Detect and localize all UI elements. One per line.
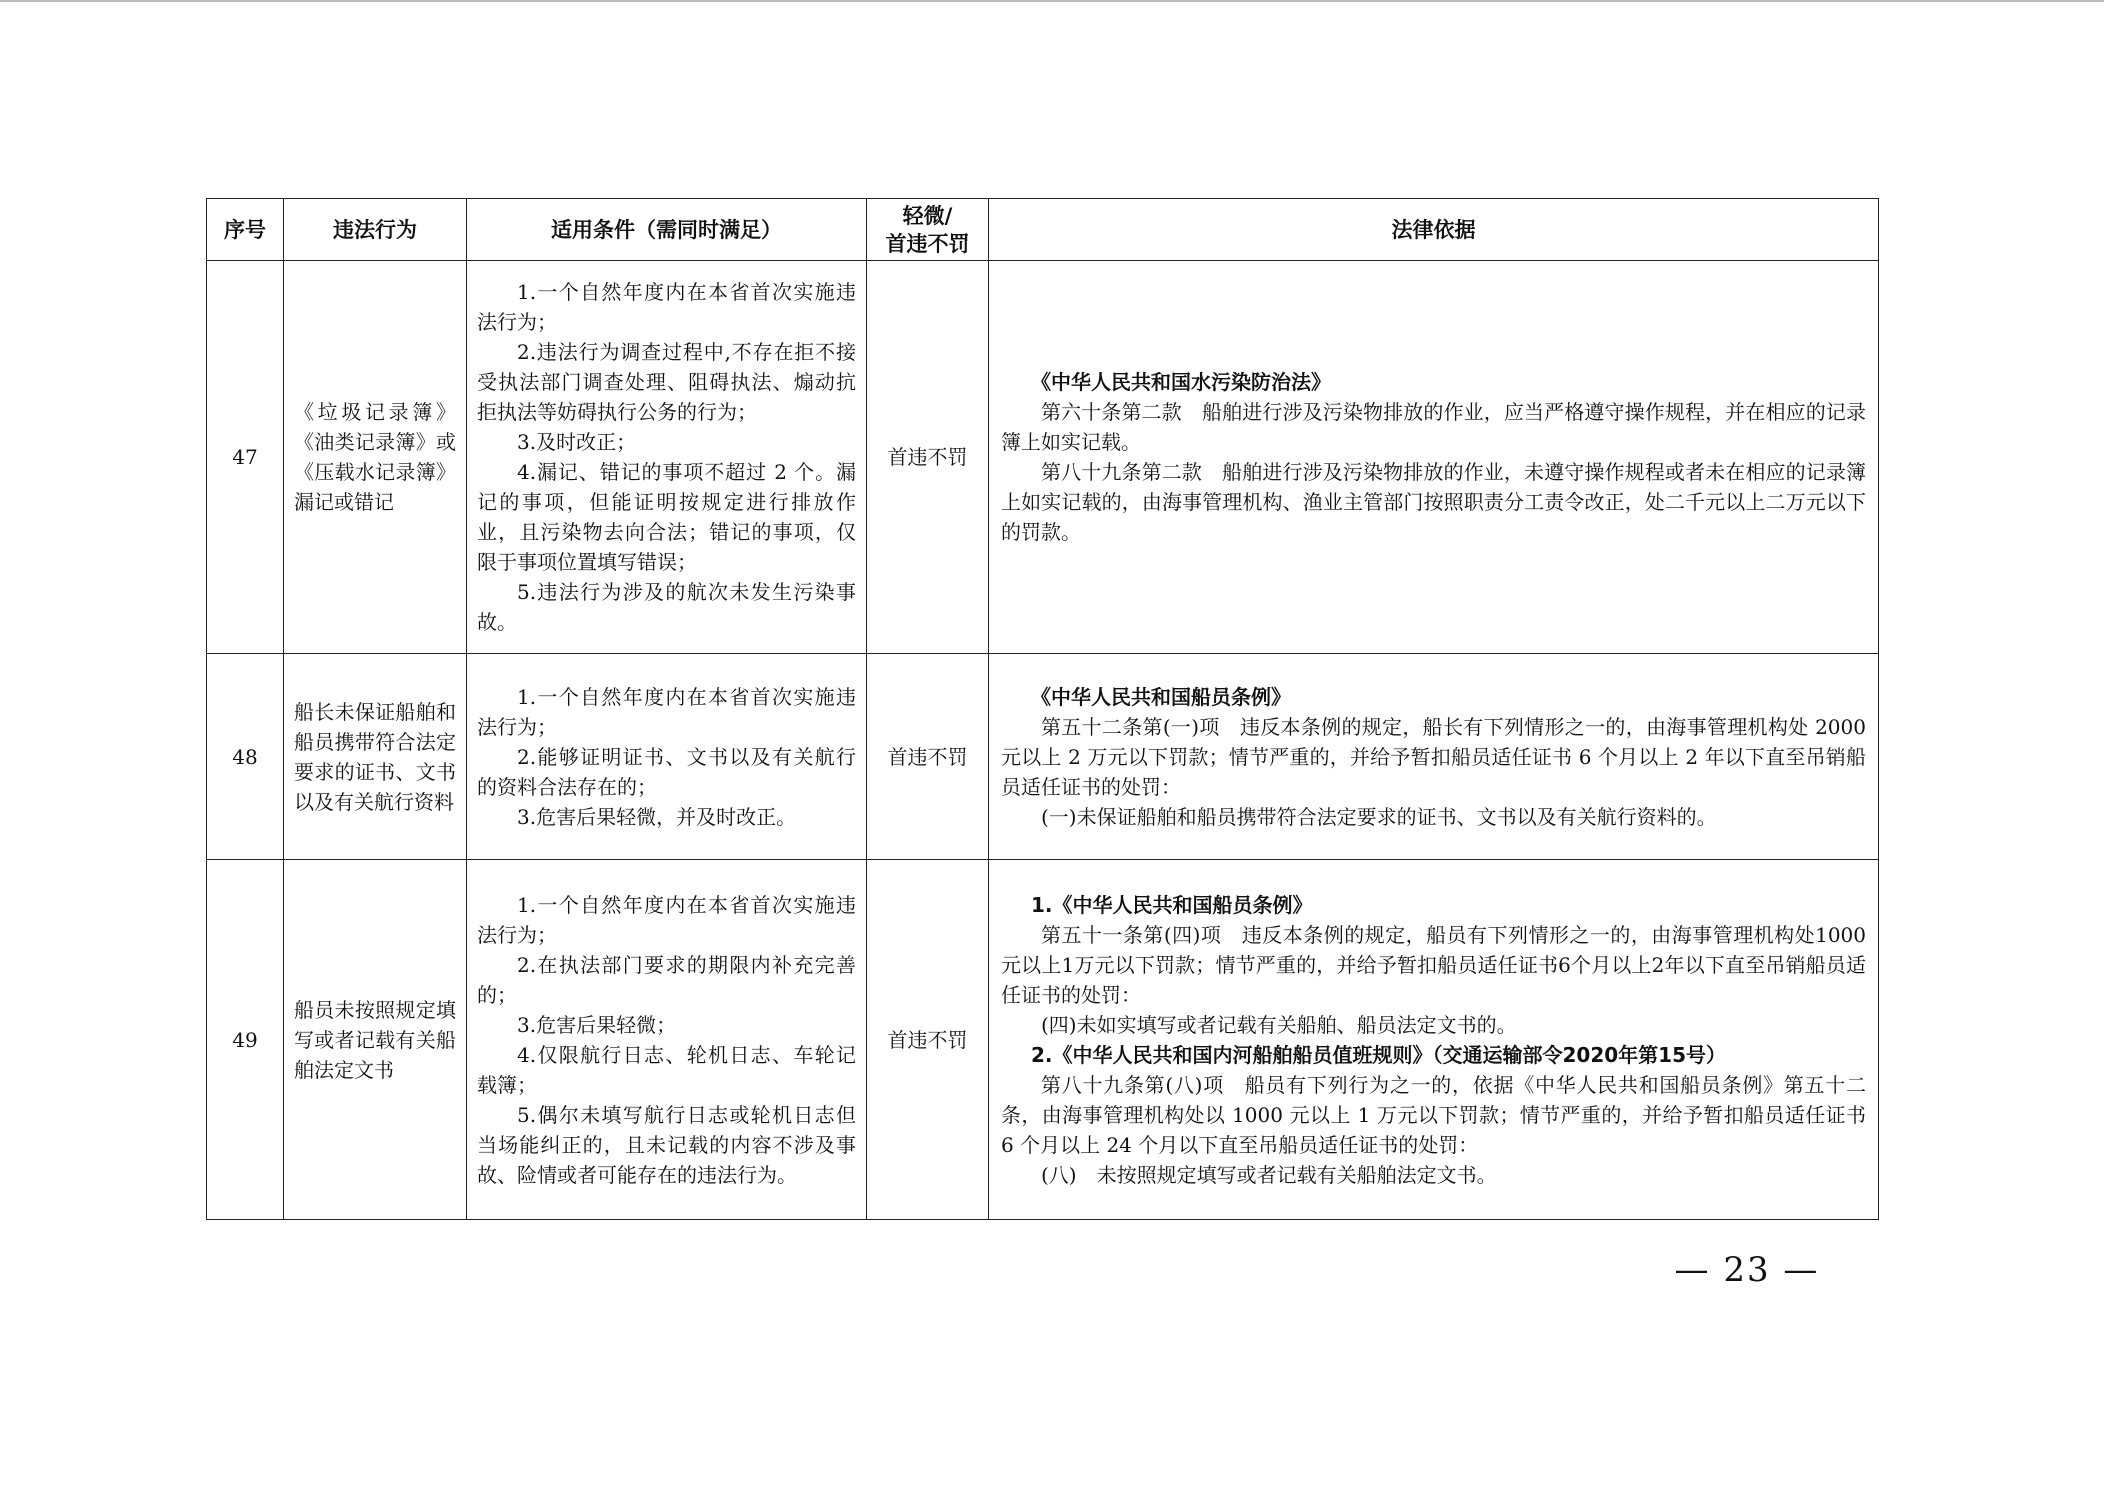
law-article: 第八十九条第(八)项 船员有下列行为之一的，依据《中华人民共和国船员条例》第五十二条，由海事管理机构处以 1000 元以上 1 万元以下罚款；情节严重的，并给予暂扣船员适任证书 6 个月以上 24 个月以下直至吊船员适任证书的处罚：: [1001, 1072, 1866, 1157]
row-violation: 船员未按照规定填写或者记载有关船舶法定文书: [284, 860, 467, 1220]
law-article: 第六十条第二款 船舶进行涉及污染物排放的作业，应当严格遵守操作规程，并在相应的记录簿上如实记载。: [1001, 400, 1866, 454]
row-violation: 船长未保证船舶和船员携带符合法定要求的证书、文书以及有关航行资料: [284, 654, 467, 860]
condition-item: 5.偶尔未填写航行日志或轮机日志但当场能纠正的，且未记载的内容不涉及事故、险情或者可能存在的违法行为。: [477, 1102, 856, 1187]
row-exemption-type: 首违不罚: [867, 860, 989, 1220]
condition-item: 2.能够证明证书、文书以及有关航行的资料合法存在的；: [477, 744, 856, 799]
regulation-table: [206, 198, 1879, 1220]
row-conditions: [467, 654, 867, 860]
header-violation: 违法行为: [284, 199, 467, 261]
condition-item: 3.危害后果轻微；: [517, 1012, 677, 1037]
condition-item: 2.在执法部门要求的期限内补充完善的；: [477, 952, 856, 1007]
page-number: — 23 —: [1674, 1250, 1820, 1290]
condition-item: 5.违法行为涉及的航次未发生污染事故。: [477, 580, 856, 634]
row-exemption-type: 首违不罚: [867, 261, 989, 654]
law-article: 第八十九条第二款 船舶进行涉及污染物排放的作业，未遵守操作规程或者未在相应的记录簿上如实记载的，由海事管理机构、渔业主管部门按照职责分工责令改正，处二千元以上二万元以下的罚款。: [1001, 460, 1866, 544]
header-exemption-line2: 首违不罚: [885, 231, 970, 256]
header-exemption-type: [867, 199, 989, 261]
page-top-border: [0, 0, 2104, 2]
table-row: [207, 860, 1879, 1220]
law-article: (四)未如实填写或者记载有关船舶、船员法定文书的。: [1041, 1012, 1517, 1037]
law-title: 《中华人民共和国水污染防治法》: [1031, 370, 1331, 394]
table-header-row: [207, 199, 1879, 261]
condition-item: 1.一个自然年度内在本省首次实施违法行为；: [477, 280, 856, 334]
table-row: [207, 654, 1879, 860]
condition-item: 4.漏记、错记的事项不超过 2 个。漏记的事项，但能证明按规定进行排放作业，且污染物去向合法；错记的事项，仅限于事项位置填写错误；: [477, 460, 856, 574]
row-legal-basis: [989, 654, 1879, 860]
condition-item: 1.一个自然年度内在本省首次实施违法行为；: [477, 892, 856, 947]
law-article: 第五十一条第(四)项 违反本条例的规定，船员有下列情形之一的，由海事管理机构处1000元以上1万元以下罚款；情节严重的，并给予暂扣船员适任证书6个月以上2年以下直至吊销船员适任证书的处罚：: [1001, 922, 1866, 1007]
row-conditions: [467, 261, 867, 654]
header-legal-basis: 法律依据: [989, 199, 1879, 261]
law-title: 1.《中华人民共和国船员条例》: [1031, 892, 1313, 917]
law-article: (一)未保证船舶和船员携带符合法定要求的证书、文书以及有关航行资料的。: [1041, 804, 1717, 829]
header-conditions: 适用条件（需同时满足）: [467, 199, 867, 261]
row-serial-number: 48: [207, 654, 284, 860]
law-title: 2.《中华人民共和国内河船舶船员值班规则》（交通运输部令2020年第15号）: [1031, 1042, 1727, 1067]
header-exemption-line1: 轻微/: [902, 203, 953, 228]
row-legal-basis: [989, 261, 1879, 654]
law-article: 第五十二条第(一)项 违反本条例的规定，船长有下列情形之一的，由海事管理机构处 2000 元以上 2 万元以下罚款；情节严重的，并给予暂扣船员适任证书 6 个月以上 2 年以下直至吊销船员适任证书的处罚：: [1001, 714, 1866, 799]
table-row: [207, 261, 1879, 654]
condition-item: 2.违法行为调查过程中,不存在拒不接受执法部门调查处理、阻碍执法、煽动抗拒执法等妨碍执行公务的行为；: [477, 340, 856, 424]
law-title: 《中华人民共和国船员条例》: [1031, 684, 1291, 709]
header-serial-number: 序号: [207, 199, 284, 261]
condition-item: 3.及时改正；: [517, 430, 637, 454]
row-legal-basis: [989, 860, 1879, 1220]
row-serial-number: 47: [207, 261, 284, 654]
row-violation: 《垃圾记录簿》《油类记录簿》或《压载水记录簿》漏记或错记: [284, 261, 467, 654]
condition-item: 1.一个自然年度内在本省首次实施违法行为；: [477, 684, 856, 739]
law-article: (八) 未按照规定填写或者记载有关船舶法定文书。: [1041, 1162, 1497, 1187]
condition-item: 4.仅限航行日志、轮机日志、车轮记载簿；: [477, 1042, 856, 1097]
condition-item: 3.危害后果轻微，并及时改正。: [517, 804, 797, 829]
row-exemption-type: 首违不罚: [867, 654, 989, 860]
row-serial-number: 49: [207, 860, 284, 1220]
row-conditions: [467, 860, 867, 1220]
